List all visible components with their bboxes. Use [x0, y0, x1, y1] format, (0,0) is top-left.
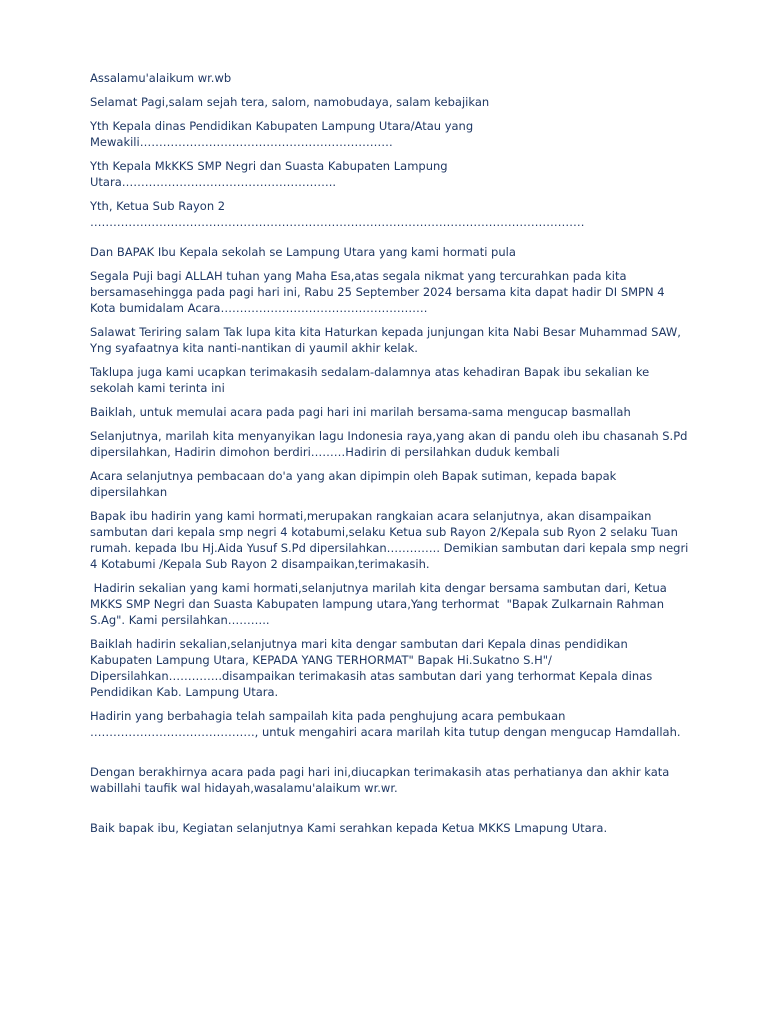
- paragraph-sambutan-kadis: Baiklah hadirin sekalian,selanjutnya mari kita dengar sambutan dari Kepala dinas pendidikan Kabupaten Lampung Utara, KEPADA YANG TERHORMAT" Bapak Hi.Sukatno S.H"/ Dipersilahkan…………..disampaikan terimakasih atas sambutan dari yang terhormat Kepala dinas Pendidikan Kab. Lampung Utara.: [90, 637, 656, 699]
- document-page: [90, 70, 693, 844]
- paragraph-doa: Acara selanjutnya pembacaan do'a yang akan dipimpin oleh Bapak sutiman, kepada bapak dipersilahkan: [90, 469, 620, 499]
- address-mkks: Yth Kepala MkKKS SMP Negri dan Suasta Kabupaten Lampung Utara………………………………………………..: [90, 159, 448, 189]
- paragraph-basmallah: Baiklah, untuk memulai acara pada pagi hari ini marilah bersama-sama mengucap basmallah: [90, 405, 631, 419]
- paragraph-indonesia-raya: Selanjutnya, marilah kita menyanyikan lagu Indonesia raya,yang akan di pandu oleh ibu chasanah S.Pd dipersilahkan, Hadirin dimohon berdiri………Hadirin di persilahkan duduk kembali: [90, 429, 692, 459]
- address-kepala-dinas: Yth Kepala dinas Pendidikan Kabupaten Lampung Utara/Atau yang Mewakili…………………………………………………………: [90, 119, 474, 149]
- paragraph-handover: Baik bapak ibu, Kegiatan selanjutnya Kami serahkan kepada Ketua MKKS Lmapung Utara.: [90, 821, 608, 835]
- paragraph-terimakasih: Taklupa juga kami ucapkan terimakasih sedalam-dalamnya atas kehadiran Bapak ibu sekalian ke sekolah kami terinta ini: [90, 365, 653, 395]
- greeting-salam: Assalamu'alaikum wr.wb: [90, 71, 232, 85]
- paragraph-sambutan-mkks: Hadirin sekalian yang kami hormati,selanjutnya marilah kita dengar bersama sambutan dari, Ketua MKKS SMP Negri dan Suasta Kabupaten lampung utara,Yang terhormat "Bapak Zulkarnain Rahman S.Ag". Kami persilahkan………..: [90, 581, 671, 627]
- paragraph-penutup-hamdallah: Hadirin yang berbahagia telah sampailah kita pada penghujung acara pembukaan ……………………………………., untuk mengahiri acara marilah kita tutup dengan mengucap Hamdallah.: [90, 709, 681, 739]
- paragraph-closing: Dengan berakhirnya acara pada pagi hari ini,diucapkan terimakasih atas perhatianya dan akhir kata wabillahi taufik wal hidayah,wasalamu'alaikum wr.wr.: [90, 765, 673, 795]
- paragraph-sambutan-kepala-smp: Bapak ibu hadirin yang kami hormati,merupakan rangkaian acara selanjutnya, akan disampaikan sambutan dari kepala smp negri 4 kotabumi,selaku Ketua sub Rayon 2/Kepala sub Ryon 2 selaku Tuan rumah. kepada Ibu Hj.Aida Yusuf S.Pd dipersilahkan………….. Demikian sambutan dari kepala smp negri 4 Kotabumi /Kepala Sub Rayon 2 disampaikan,terimakasih.: [90, 509, 693, 571]
- paragraph-salawat: Salawat Teriring salam Tak lupa kita kita Haturkan kepada junjungan kita Nabi Besar Muhammad SAW, Yng syafaatnya kita nanti-nantikan di yaumil akhir kelak.: [90, 325, 685, 355]
- greeting-selamat-pagi: Selamat Pagi,salam sejah tera, salom, namobudaya, salam kebajikan: [90, 95, 490, 109]
- paragraph-puji-syukur: Segala Puji bagi ALLAH tuhan yang Maha Esa,atas segala nikmat yang tercurahkan pada kita bersamasehingga pada pagi hari ini, Rabu 25 September 2024 bersama kita dapat hadir DI SMPN 4 Kota bumidalam Acara………………………………………………: [90, 269, 669, 315]
- address-kepala-sekolah: Dan BAPAK Ibu Kepala sekolah se Lampung Utara yang kami hormati pula: [90, 245, 516, 259]
- address-sub-rayon: Yth, Ketua Sub Rayon 2 …………………………………………………………………………………………………………………: [90, 199, 585, 229]
